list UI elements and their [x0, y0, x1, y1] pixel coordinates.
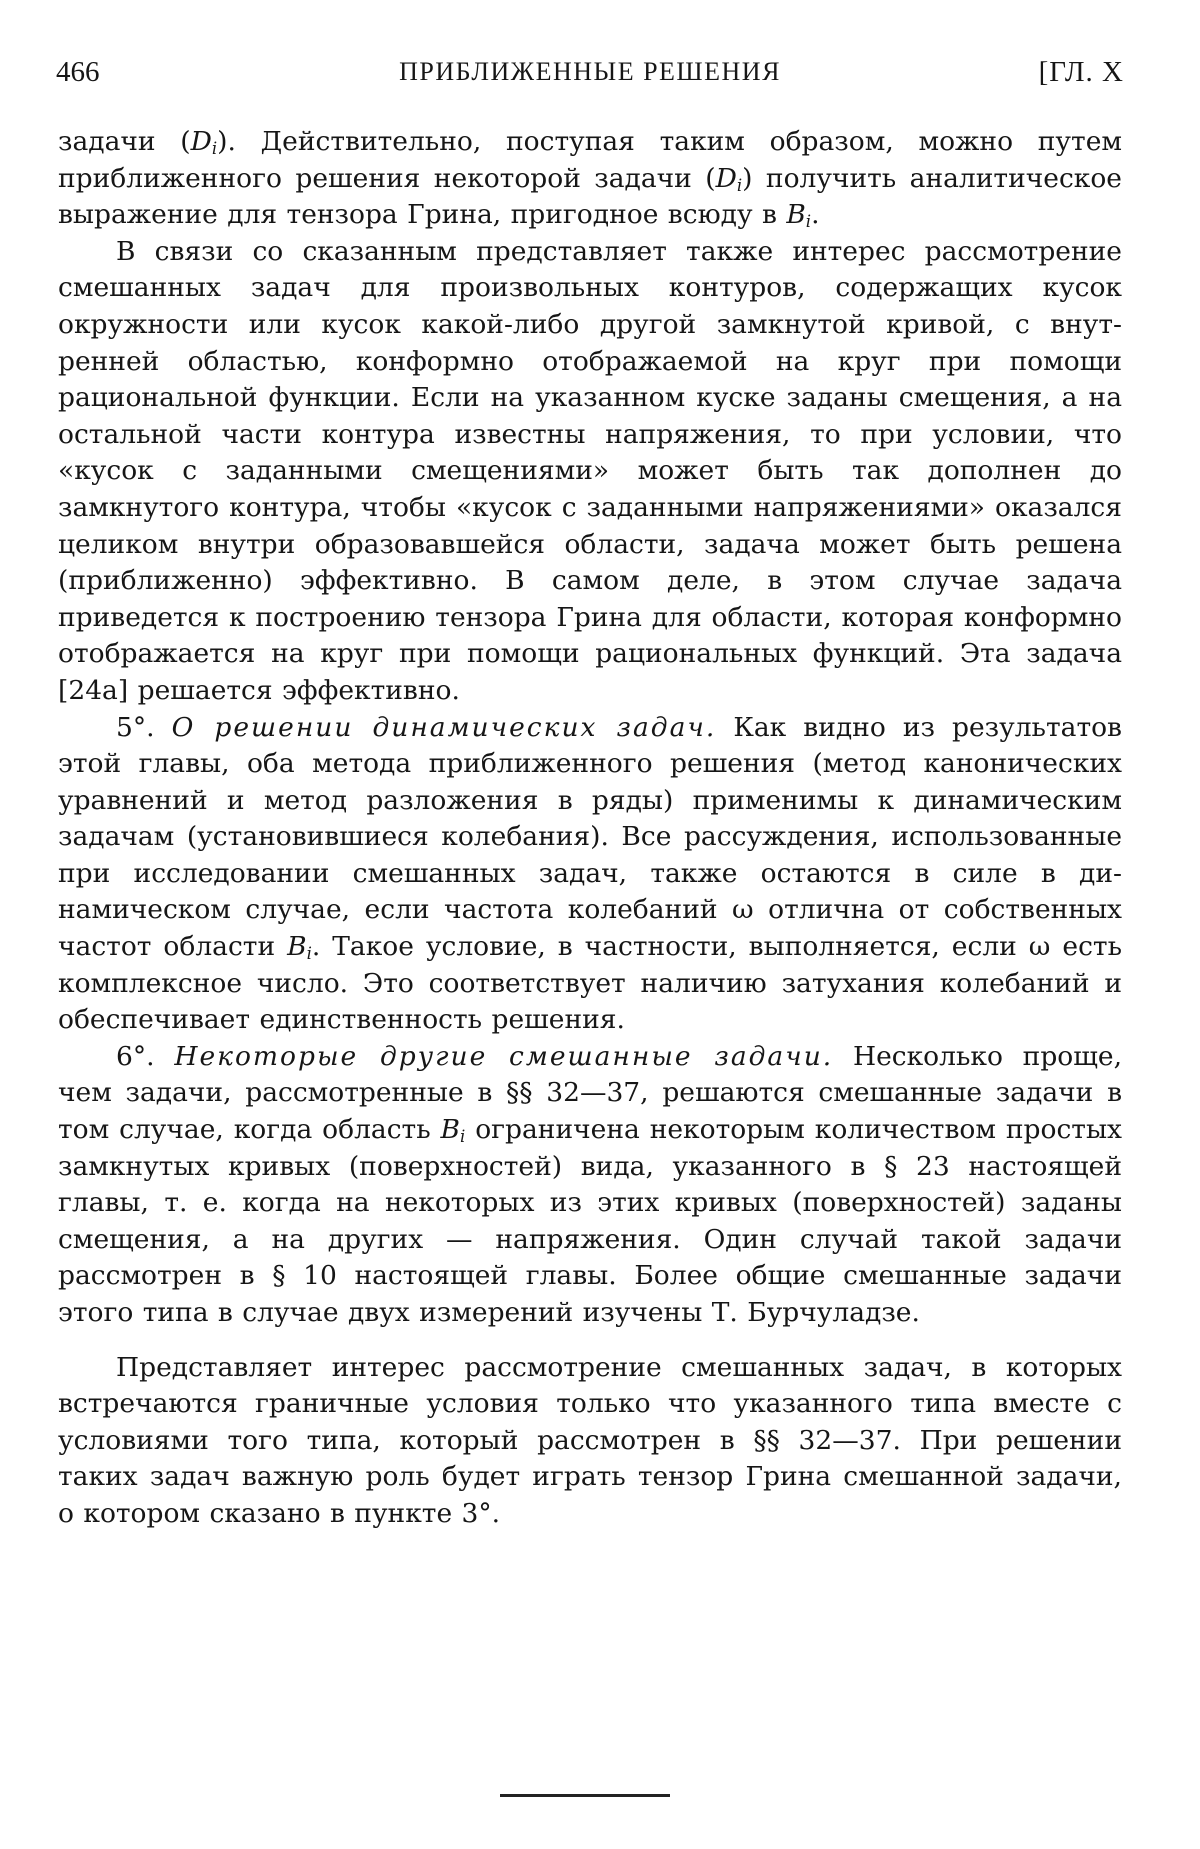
- section-title-other-mixed: Некоторые другие смешанные задачи.: [174, 1040, 834, 1072]
- paragraph-continuation: задачи $(D_i)$. Действительно, поступая таким образом, можно путем приближенного решения некоторой задачи $(D_i)$ получить аналитическое выражение для тензора Грина, пригодное всюду в $B_i$.: [58, 126, 1122, 232]
- running-head: [56, 52, 1124, 92]
- chapter-marker: [ГЛ. X: [1038, 56, 1124, 88]
- item-number-6: 6°.: [116, 1040, 155, 1072]
- end-of-chapter-rule: [500, 1794, 670, 1797]
- page-number: 466: [56, 56, 100, 88]
- page-body: [58, 124, 1122, 1533]
- running-title: ПРИБЛИЖЕННЫЕ РЕШЕНИЯ: [399, 57, 781, 86]
- paragraph-mixed-problems: В связи со сказанным представляет также интерес рассмотрение смешанных задач для произвольных контуров, содержащих кусок окружности или кусок какой-либо другой замкнутой кривой, с внутренней областью, конформно отображаемой на круг при помощи рациональной функции. Если на указанном куске заданы смещения, а на остальной части контура известны напряжения, то при условии, что «кусок с заданными смещениями» может быть так дополнен до замкнутого контура, чтобы «кусок с заданными напряжениями» оказался целиком внутри образовавшейся области, задача может быть решена (приближенно) эффективно. В самом деле, в этом случае задача приведется к построению тензора Грина для области, которая конформно отображается на круг при помощи рациональных функций. Эта задача [24a] решается эффективно.: [58, 235, 1122, 706]
- paragraph-other-mixed: 6°. Некоторые другие смешанные задачи. Несколько проще, чем задачи, рассмотренные в §§ 32—37, решаются смешанные задачи в том случае, когда область $B_i$ ограничена некоторым количеством простых замкнутых кривых (поверхностей) вида, указанного в § 23 настоящей главы, т. е. когда на некоторых из этих кривых (поверхностей) заданы смещения, а на других — напряжения. Один случай такой задачи рассмотрен в § 10 настоящей главы. Более общие смешанные задачи этого типа в случае двух измерений изучены Т. Бурчуладзе.: [58, 1040, 1122, 1328]
- paragraph-dynamic-problems: 5°. О решении динамических задач. Как видно из результатов этой главы, оба метода приближенного решения (метод канонических уравнений и метод разложения в ряды) применимы к динамическим задачам (установившиеся колебания). Все рассуждения, использованные при исследовании смешанных задач, также остаются в силе в динамическом случае, если частота колебаний ω отлична от собственных частот области $B_i$. Такое условие, в частности, выполняется, если ω есть комплексное число. Это соответствует наличию затухания колебаний и обеспечивает единственность решения.: [58, 711, 1122, 1036]
- paragraph-boundary-conditions: Представляет интерес рассмотрение смешанных задач, в которых встречаются граничные условия только что указанного типа вместе с условиями того типа, который рассмотрен в §§ 32—37. При решении таких задач важную роль будет играть тензор Грина смешанной задачи, о котором сказано в пункте 3°.: [58, 1351, 1122, 1529]
- section-title-dynamic: О решении динамических задач.: [171, 711, 717, 743]
- item-number-5: 5°.: [116, 711, 155, 743]
